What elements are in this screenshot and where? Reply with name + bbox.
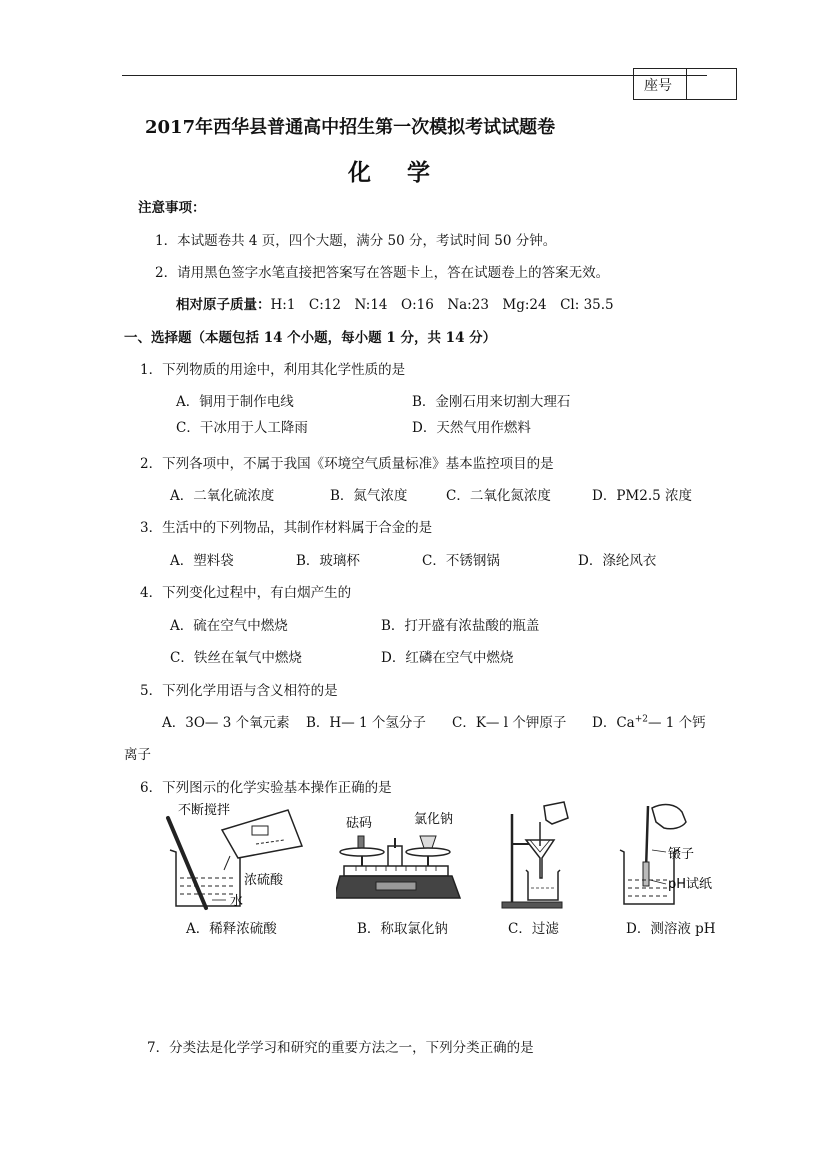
option-a: A．稀释浓硫酸 <box>186 921 277 937</box>
question-stem: 1．下列物质的用途中，利用其化学性质的是 <box>140 362 406 378</box>
option-c: C．二氧化氮浓度 <box>446 488 551 504</box>
balance-pillar <box>388 846 402 868</box>
seat-label: 座号 <box>644 78 672 94</box>
figure-a-dilute-acid <box>160 800 310 912</box>
fig-d-tweezers-label: 镊子 <box>668 847 695 862</box>
option-c: C．铁丝在氧气中燃烧 <box>170 650 302 666</box>
fig-a-water-label: 水 <box>230 894 244 909</box>
option-d-text: — 1 个钙 <box>647 715 706 731</box>
option-d: D．测溶液 pH <box>626 921 716 937</box>
option-d-symbol: D．Ca <box>592 715 635 731</box>
paper-pointer <box>650 880 666 884</box>
subject-title: 化学 <box>348 159 466 186</box>
exam-title: 2017年西华县普通高中招生第一次模拟考试试题卷 <box>145 117 556 138</box>
option-b: B．玻璃杯 <box>296 553 360 569</box>
question-stem: 5．下列化学用语与含义相符的是 <box>140 683 338 699</box>
atomic-mass-values: H:1 C:12 N:14 O:16 Na:23 Mg:24 Cl: 35.5 <box>270 297 614 313</box>
acid-bottle <box>222 810 302 858</box>
fig-a-stir-label: 不断搅拌 <box>178 803 231 818</box>
question-stem: 7．分类法是化学学习和研究的重要方法之一，下列分类正确的是 <box>147 1040 534 1056</box>
option-c: C．不锈钢锅 <box>422 553 500 569</box>
hand <box>652 805 686 829</box>
notes-heading: 注意事项： <box>138 200 206 216</box>
left-pan <box>340 848 384 856</box>
option-c: C．K— l 个钾原子 <box>452 715 567 731</box>
atomic-mass-label: 相对原子质量： <box>176 297 271 313</box>
water-level <box>180 878 236 894</box>
option-d-continued: 离子 <box>124 747 151 763</box>
figure-b-balance <box>336 800 466 912</box>
ph-paper <box>643 862 649 886</box>
option-d: D．涤纶风衣 <box>578 553 657 569</box>
iron-stand-base <box>502 902 562 908</box>
seat-number-box <box>633 68 737 100</box>
acid-stream <box>224 856 230 870</box>
option-d-charge: +2 <box>634 714 648 725</box>
option-d <box>592 711 706 731</box>
note-item-1: 1．本试题卷共 4 页，四个大题，满分 50 分，考试时间 50 分钟。 <box>155 233 557 249</box>
tweezers-pointer <box>652 850 666 852</box>
section-heading: 一、选择题（本题包括 14 个小题，每小题 1 分，共 14 分） <box>124 330 497 346</box>
question-stem: 2．下列各项中，不属于我国《环境空气质量标准》基本监控项目的是 <box>140 456 554 472</box>
fig-a-acid-label: 浓硫酸 <box>244 873 284 888</box>
seat-box-divider <box>686 69 687 99</box>
option-c: C．过滤 <box>508 921 559 937</box>
option-a: A．铜用于制作电线 <box>176 394 294 410</box>
base-plate <box>376 882 416 890</box>
option-a: A．3O— 3 个氧元素 <box>162 715 290 731</box>
question-stem: 6．下列图示的化学实验基本操作正确的是 <box>140 780 392 796</box>
right-pan <box>406 848 450 856</box>
option-a: A．二氧化硫浓度 <box>170 488 275 504</box>
pouring-beaker <box>544 802 568 824</box>
option-b: B．氮气浓度 <box>330 488 408 504</box>
option-c: C．干冰用于人工降雨 <box>176 420 308 436</box>
figure-c-filtration <box>500 800 580 912</box>
fig-b-weight-label: 砝码 <box>346 816 373 831</box>
atomic-mass-line <box>176 293 614 313</box>
question-stem: 4．下列变化过程中，有白烟产生的 <box>140 585 352 601</box>
fig-b-nacl-label: 氯化钠 <box>414 812 454 827</box>
question-stem: 3．生活中的下列物品，其制作材料属于合金的是 <box>140 520 433 536</box>
option-b: B．H— 1 个氢分子 <box>306 715 426 731</box>
option-d: D．天然气用作燃料 <box>412 420 531 436</box>
nacl-pile <box>420 836 436 848</box>
fig-d-paper-label: pH试纸 <box>668 877 713 892</box>
option-d: D．红磷在空气中燃烧 <box>381 650 514 666</box>
receiving-beaker <box>526 870 560 900</box>
option-a: A．塑料袋 <box>170 553 234 569</box>
option-b: B．称取氯化钠 <box>357 921 448 937</box>
option-b: B．打开盛有浓盐酸的瓶盖 <box>381 618 540 634</box>
option-a: A．硫在空气中燃烧 <box>170 618 288 634</box>
option-d: D．PM2.5 浓度 <box>592 488 692 504</box>
header-rule <box>122 75 707 76</box>
tweezers <box>646 806 648 870</box>
option-b: B．金刚石用来切割大理石 <box>412 394 571 410</box>
figure-d-ph-test <box>612 800 722 912</box>
note-item-2: 2．请用黑色签字水笔直接把答案写在答题卡上，答在试题卷上的答案无效。 <box>155 265 610 281</box>
